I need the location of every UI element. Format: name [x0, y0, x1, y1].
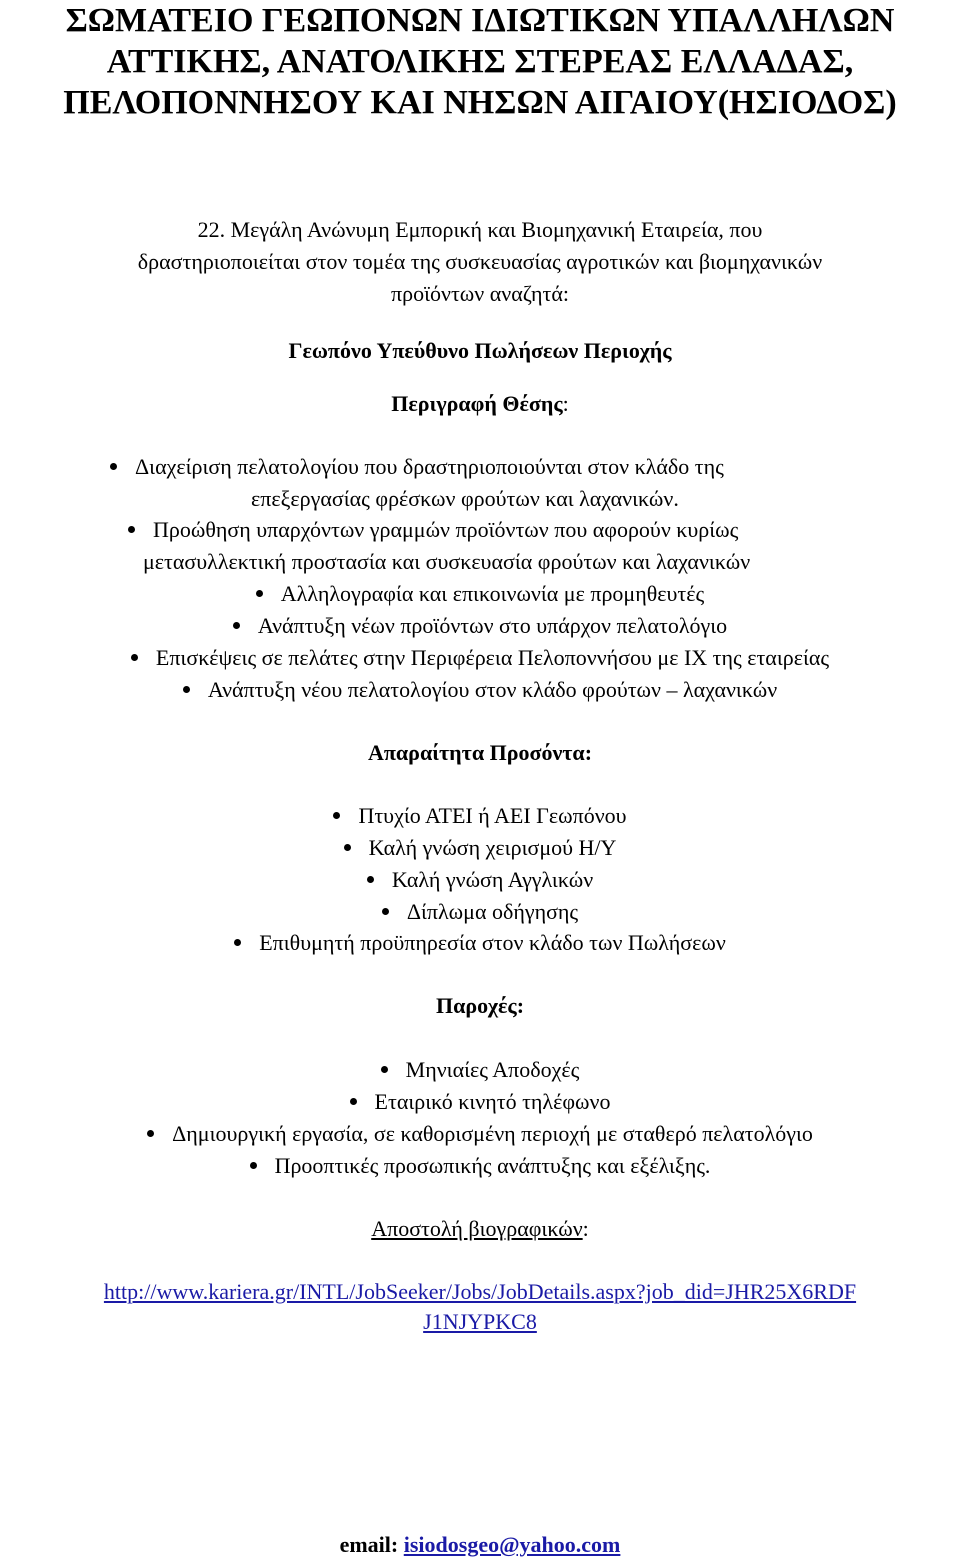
requirement-item — [0, 897, 960, 927]
description-item-continuation: μετασυλλεκτική προστασία και συσκευασία φρούτων και λαχανικών — [143, 549, 751, 574]
bullet-icon — [381, 1066, 388, 1073]
requirement-item — [0, 865, 960, 895]
bullet-icon — [147, 1130, 154, 1137]
application-link[interactable] — [0, 1277, 960, 1337]
requirement-item — [0, 928, 960, 958]
bullet-icon — [250, 1162, 257, 1169]
benefit-item-text: Δημιουργική εργασία, σε καθορισμένη περιοχή με σταθερό πελατολόγιο — [172, 1121, 813, 1146]
description-item-text: Διαχείριση πελατολογίου που δραστηριοποιούνται στον κλάδο της — [135, 454, 724, 479]
benefit-item-text: Μηνιαίες Αποδοχές — [405, 1057, 580, 1082]
benefit-item-text: Προοπτικές προσωπικής ανάπτυξης και εξέλιξης. — [274, 1153, 711, 1178]
description-heading-colon: : — [562, 391, 569, 416]
email-link[interactable]: isiodosgeo@yahoo.com — [403, 1532, 621, 1557]
requirement-item-text: Καλή γνώση χειρισμού Η/Υ — [368, 835, 617, 860]
description-item — [0, 675, 960, 705]
bullet-icon — [382, 908, 389, 915]
description-item-text: Αλληλογραφία και επικοινωνία με προμηθευτές — [280, 581, 705, 606]
union-header — [0, 0, 960, 123]
description-item-text: Ανάπτυξη νέου πελατολογίου στον κλάδο φρούτων – λαχανικών — [207, 677, 778, 702]
job-intro — [0, 214, 960, 310]
apply-heading-colon: : — [582, 1216, 589, 1241]
bullet-icon — [350, 1098, 357, 1105]
requirement-item-text: Δίπλωμα οδήγησης — [406, 899, 579, 924]
benefit-item-text: Εταιρικό κινητό τηλέφωνο — [374, 1089, 611, 1114]
description-item-continuation: επεξεργασίας φρέσκων φρούτων και λαχανικών. — [251, 486, 679, 511]
description-item — [0, 643, 960, 673]
description-heading-label: Περιγραφή Θέσης — [391, 391, 563, 416]
bullet-icon — [183, 686, 190, 693]
bullet-icon — [131, 654, 138, 661]
header-line: ΑΤΤΙΚΗΣ, ΑΝΑΤΟΛΙΚΗΣ ΣΤΕΡΕΑΣ ΕΛΛΑΔΑΣ, — [106, 43, 854, 80]
benefits-heading: Παροχές: — [435, 993, 525, 1018]
bullet-icon — [333, 812, 340, 819]
job-title: Γεωπόνο Υπεύθυνο Πωλήσεων Περιοχής — [288, 338, 672, 363]
bullet-icon — [256, 590, 263, 597]
intro-line: 22. Μεγάλη Ανώνυμη Εμπορική και Βιομηχανική Εταιρεία, που — [197, 217, 763, 242]
intro-line: προϊόντων αναζητά: — [391, 281, 569, 306]
apply-heading-label: Αποστολή βιογραφικών — [371, 1216, 583, 1241]
benefit-item — [0, 1151, 960, 1181]
requirement-item-text: Επιθυμητή προϋπηρεσία στον κλάδο των Πωλήσεων — [259, 930, 726, 955]
bullet-icon — [233, 622, 240, 629]
requirement-item — [0, 801, 960, 831]
benefit-item — [0, 1119, 960, 1149]
intro-line: δραστηριοποιείται στον τομέα της συσκευασίας αγροτικών και βιομηχανικών — [137, 249, 823, 274]
description-item — [128, 515, 738, 545]
benefit-item — [0, 1087, 960, 1117]
header-line: ΠΕΛΟΠΟΝΝΗΣΟΥ ΚΑΙ ΝΗΣΩΝ ΑΙΓΑΙΟΥ(ΗΣΙΟΔΟΣ) — [63, 84, 897, 121]
description-item — [0, 579, 960, 609]
benefit-item — [0, 1055, 960, 1085]
bullet-icon — [110, 463, 117, 470]
description-item-text: Προώθηση υπαρχόντων γραμμών προϊόντων που αφορούν κυρίως — [153, 517, 739, 542]
header-line: ΣΩΜΑΤΕΙΟ ΓΕΩΠΟΝΩΝ ΙΔΙΩΤΙΚΩΝ ΥΠΑΛΛΗΛΩΝ — [65, 2, 895, 39]
apply-heading — [0, 1214, 960, 1244]
requirement-item-text: Καλή γνώση Αγγλικών — [391, 867, 594, 892]
requirement-item-text: Πτυχίο ΑΤΕΙ ή ΑΕΙ Γεωπόνου — [358, 803, 627, 828]
bullet-icon — [367, 876, 374, 883]
description-item — [0, 611, 960, 641]
contact-email — [0, 1530, 960, 1560]
bullet-icon — [344, 844, 351, 851]
description-item-text: Επισκέψεις σε πελάτες στην Περιφέρεια Πελοποννήσου με ΙΧ της εταιρείας — [155, 645, 830, 670]
requirements-heading: Απαραίτητα Προσόντα: — [367, 740, 593, 765]
bullet-icon — [128, 526, 135, 533]
application-link-line[interactable]: J1NJYPKC8 — [423, 1309, 537, 1334]
email-label: email: — [339, 1532, 404, 1557]
requirement-item — [0, 833, 960, 863]
description-item — [110, 452, 724, 482]
bullet-icon — [234, 939, 241, 946]
description-item-text: Ανάπτυξη νέων προϊόντων στο υπάρχον πελατολόγιο — [257, 613, 728, 638]
description-heading — [0, 389, 960, 419]
application-link-line[interactable]: http://www.kariera.gr/INTL/JobSeeker/Jobs/JobDetails.aspx?job_did=JHR25X6RDF — [103, 1279, 857, 1304]
